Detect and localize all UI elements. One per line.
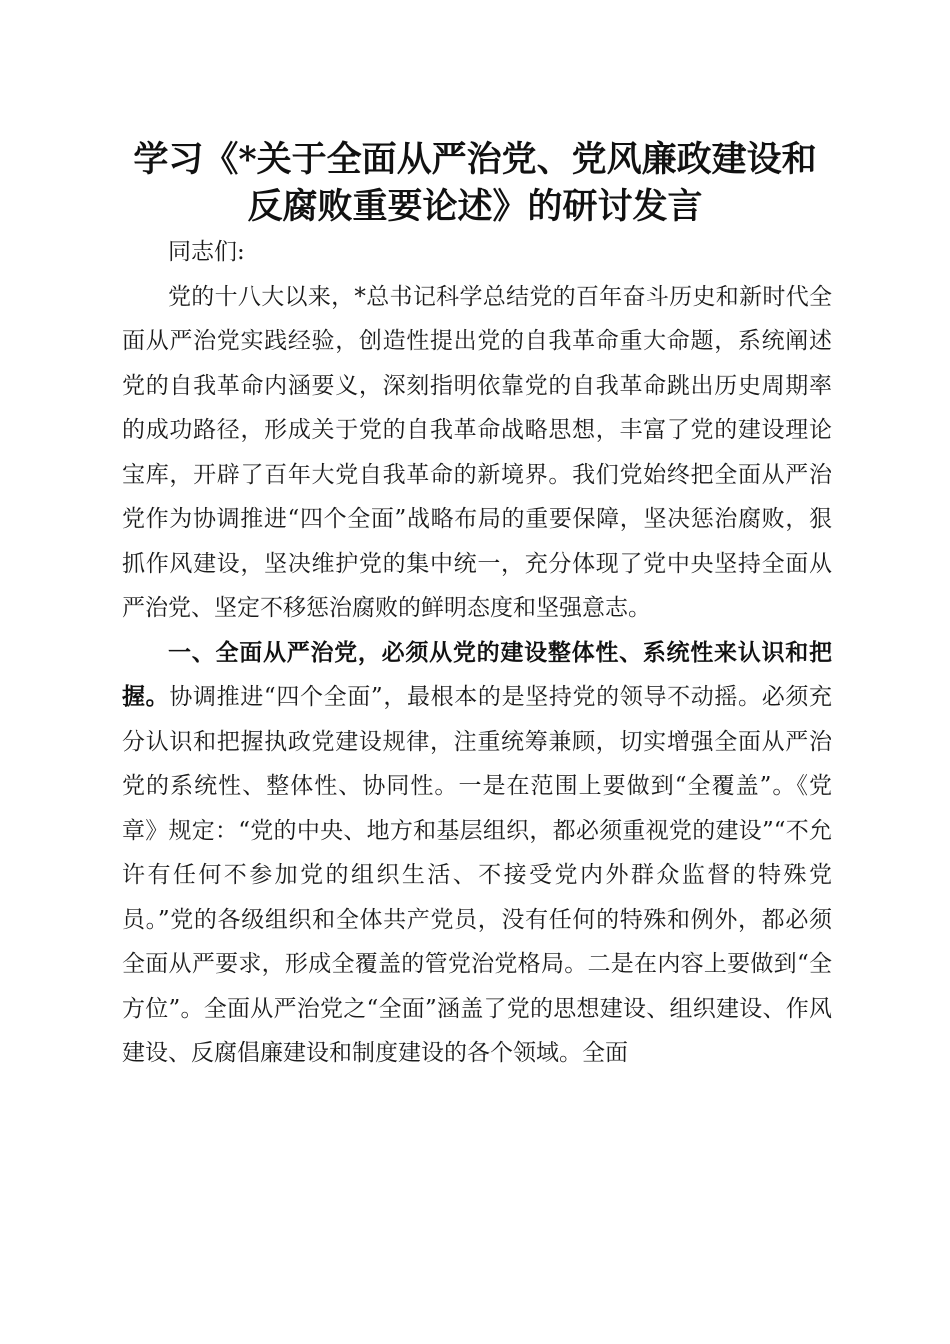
section-1-heading: 一、全面从严治党，必须从党的建设整体性、系统性来认识和把握。 [122,638,832,710]
salutation: 同志们: [168,239,245,265]
document-body [122,230,832,1076]
document-title-line-2: 反腐败重要论述》的研讨发言 [247,186,703,227]
paragraph-intro: 党的十八大以来，*总书记科学总结党的百年奋斗历史和新时代全面从严治党实践经验，创造性提出党的自我革命重大命题，系统阐述党的自我革命内涵要义，深刻指明依靠党的自我革命跳出历史周期率的成功路径，形成关于党的自我革命战略思想，丰富了党的建设理论宝库，开辟了百年大党自我革命的新境界。我们党始终把全面从严治党作为协调推进“四个全面”战略布局的重要保障，坚决惩治腐败，狠抓作风建设，坚决维护党的集中统一，充分体现了党中央坚持全面从严治党、坚定不移惩治腐败的鲜明态度和坚强意志。 [122,283,832,621]
section-1-text: 协调推进“四个全面”，最根本的是坚持党的领导不动摇。必须充分认识和把握执政党建设规律，注重统筹兼顾，切实增强全面从严治党的系统性、整体性、协同性。一是在范围上要做到“全覆盖”。《党章》规定：“党的中央、地方和基层组织，都必须重视党的建设”“不允许有任何不参加党的组织生活、不接受党内外群众监督的特殊党员。”党的各级组织和全体共产党员，没有任何的特殊和例外，都必须全面从严要求，形成全覆盖的管党治党格局。二是在内容上要做到“全方位”。全面从严治党之“全面”涵盖了党的思想建设、组织建设、作风建设、反腐倡廉建设和制度建设的各个领域。全面 [122,684,832,1066]
document-title-line-1: 学习《*关于全面从严治党、党风廉政建设和 [133,139,817,180]
paragraph-section-1 [122,631,832,1076]
